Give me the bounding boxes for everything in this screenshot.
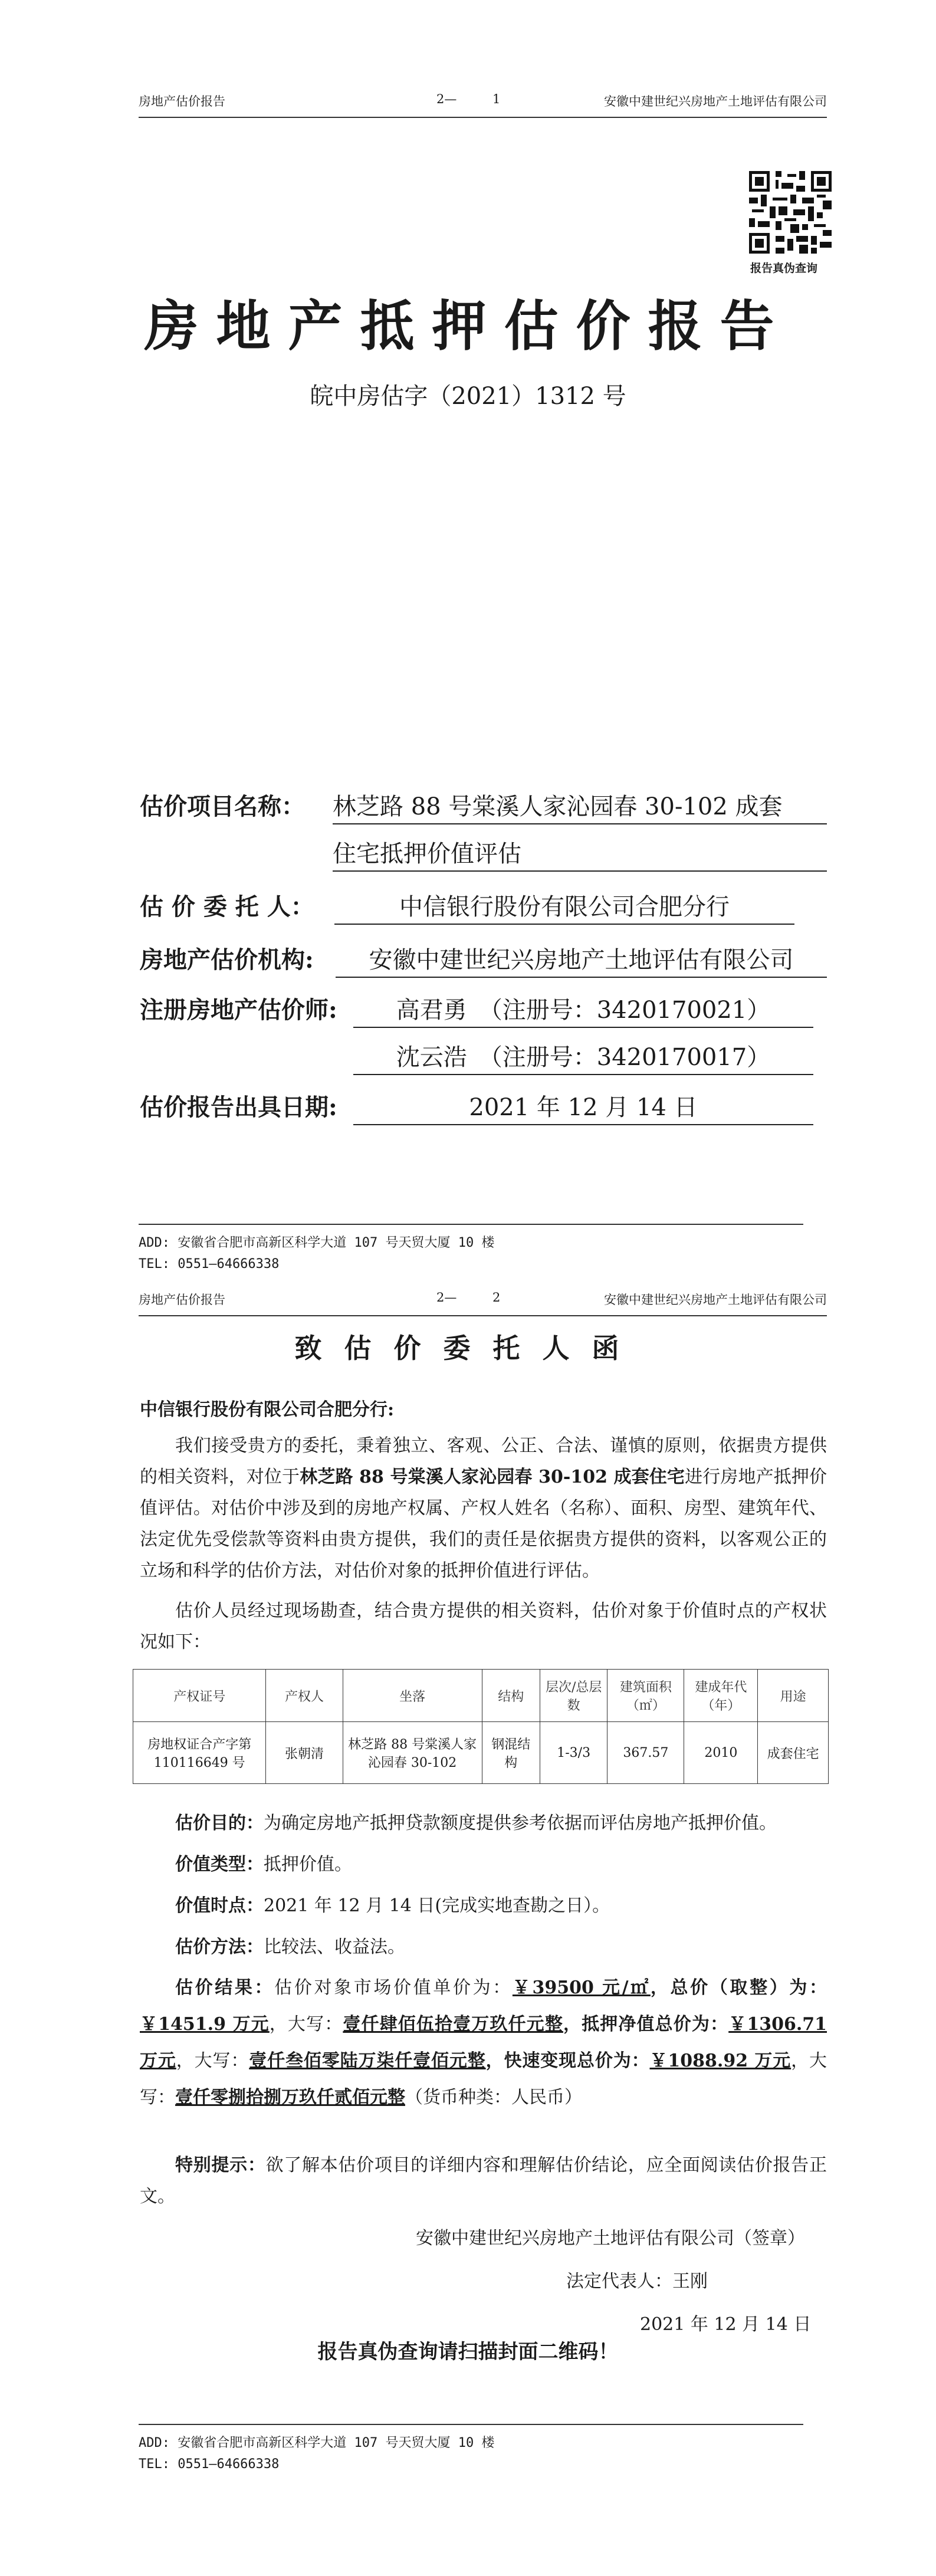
method-value: 比较法、收益法。	[264, 1937, 405, 1957]
letter-title: 致估价委托人函	[294, 1332, 642, 1364]
field-date-value: 2021 年 12 月 14 日	[353, 1091, 813, 1125]
result-text: ，快速变现总价为：	[485, 2051, 650, 2071]
letter-addressee: 中信银行股份有限公司合肥分行:	[140, 1399, 395, 1420]
header-page-number: 2	[492, 1290, 501, 1305]
table-cell: 2010	[684, 1722, 758, 1784]
letter-paragraph-2: 估价人员经过现场勘查，结合贵方提供的相关资料，估价对象于价值时点的产权状况如下：	[140, 1601, 827, 1652]
footer-phone: TEL: 0551—64666338	[139, 1257, 280, 1271]
result-text: 估价对象市场价值单价为：	[274, 1977, 513, 1998]
footer-address: ADD: 安徽省合肥市高新区科学大道 107 号天贸大厦 10 楼	[139, 2436, 495, 2450]
letter-paragraph-1	[140, 1430, 827, 1586]
value-type-label: 价值类型：	[175, 1854, 264, 1875]
letter-page	[0, 1286, 936, 2576]
field-appraiser-label: 注册房地产估价师:	[140, 996, 337, 1024]
result-text: ，抵押净值总价为：	[563, 2014, 729, 2035]
field-project-value: 林芝路 88 号棠溪人家沁园春 30-102 成套	[333, 790, 827, 824]
report-title: 房地产抵押估价报告	[144, 294, 792, 358]
paragraph-1-text-a: 我们接受贵方的委托，秉着独立、客观、公正、合法、谨慎的原则，依据贵方提供的相关资料，对位于	[140, 1435, 827, 1487]
valuation-method	[175, 1931, 827, 1963]
page-header	[139, 87, 827, 118]
qr-code-icon[interactable]	[749, 171, 832, 254]
total-price-chinese: 壹仟肆佰伍拾壹万玖仟元整	[343, 2014, 563, 2035]
table-header: 层次/总层数	[540, 1670, 607, 1722]
currency-note: （货币种类：人民币）	[405, 2087, 582, 2108]
valuation-result	[140, 1970, 827, 2116]
value-time-value: 2021 年 12 月 14 日(完成实地查勘之日）。	[264, 1895, 610, 1916]
special-label: 特别提示：	[175, 2155, 266, 2176]
method-label: 估价方法：	[175, 1937, 264, 1957]
header-page-total: 2—	[436, 1290, 457, 1305]
authenticity-notice: 报告真伪查询请扫描封面二维码！	[317, 2340, 619, 2364]
header-doc-type: 房地产估价报告	[139, 1293, 225, 1307]
header-page-number: 1	[492, 92, 501, 106]
header-company: 安徽中建世纪兴房地产土地评估有限公司	[604, 1293, 827, 1307]
field-agency-label: 房地产估价机构:	[140, 946, 314, 974]
table-header: 产权证号	[133, 1670, 266, 1722]
footer-address: ADD: 安徽省合肥市高新区科学大道 107 号天贸大厦 10 楼	[139, 1236, 495, 1250]
result-text: ，大写：	[176, 2051, 249, 2071]
unit-price: ￥39500 元/㎡	[512, 1977, 651, 1998]
quick-sale-value: ￥1088.92 万元	[649, 2051, 792, 2071]
table-cell: 钢混结构	[482, 1722, 540, 1784]
table-cell: 林芝路 88 号棠溪人家沁园春 30-102	[343, 1722, 482, 1784]
table-cell: 367.57	[607, 1722, 684, 1784]
legal-representative: 法定代表人：王刚	[566, 2271, 708, 2292]
field-project-value-2: 住宅抵押价值评估	[333, 837, 827, 872]
footer-phone: TEL: 0551—64666338	[139, 2457, 280, 2472]
header-doc-type: 房地产估价报告	[139, 94, 225, 109]
table-row	[133, 1722, 829, 1784]
field-client-value: 中信银行股份有限公司合肥分行	[334, 891, 794, 925]
value-time	[175, 1890, 827, 1921]
paragraph-1-text-c: 进行房地产抵押价值评估。对估价中涉及到的房地产权属、产权人姓名（名称）、面积、房型、建筑年代、法定优先受偿款等资料由贵方提供，我们的责任是依据贵方提供的资料，以客观公正的立场和科学的估价方法，对估价对象的抵押价值进行评估。	[140, 1467, 827, 1581]
value-time-label: 价值时点：	[175, 1895, 264, 1916]
field-agency-value: 安徽中建世纪兴房地产土地评估有限公司	[336, 944, 827, 978]
field-date-label: 估价报告出具日期:	[140, 1093, 337, 1121]
header-page-total: 2—	[436, 92, 457, 106]
field-client-label: 估 价 委 托 人：	[140, 893, 314, 921]
table-header-row	[133, 1670, 829, 1722]
header-company: 安徽中建世纪兴房地产土地评估有限公司	[604, 94, 827, 109]
table-cell: 张朝清	[266, 1722, 343, 1784]
purpose-label: 估价目的：	[175, 1813, 264, 1834]
signer-company: 安徽中建世纪兴房地产土地评估有限公司（签章）	[416, 2228, 805, 2249]
footer-divider	[139, 1224, 803, 1225]
table-cell: 成套住宅	[758, 1722, 829, 1784]
field-appraiser-2: 沈云浩 （注册号：3420170017）	[353, 1041, 813, 1075]
field-project-label: 估价项目名称：	[140, 793, 305, 820]
page-header	[139, 1286, 827, 1316]
value-type	[175, 1849, 827, 1880]
property-address-highlight: 林芝路 88 号棠溪人家沁园春 30-102 成套住宅	[300, 1467, 685, 1487]
table-header: 建筑面积（㎡）	[607, 1670, 684, 1722]
valuation-purpose	[175, 1808, 827, 1839]
report-number: 皖中房估字（2021）1312 号	[310, 383, 626, 410]
result-text: ，大写：	[269, 2014, 343, 2035]
result-text: ，总价（取整）为：	[650, 1977, 827, 1998]
footer-divider	[139, 2424, 803, 2425]
net-value: ￥1306.71 万元	[140, 2014, 827, 2071]
special-value: 欲了解本估价项目的详细内容和理解估价结论，应全面阅读估价报告正文。	[140, 2155, 827, 2207]
field-appraiser-1: 高君勇 （注册号：3420170021）	[353, 994, 813, 1028]
table-cell: 1-3/3	[540, 1722, 607, 1784]
net-value-chinese: 壹仟叁佰零陆万柒仟壹佰元整	[249, 2051, 486, 2071]
property-rights-table	[133, 1669, 829, 1784]
value-type-value: 抵押价值。	[264, 1854, 352, 1875]
qr-code-label: 报告真伪查询	[750, 262, 818, 275]
table-header: 结构	[482, 1670, 540, 1722]
result-label: 估价结果：	[175, 1977, 275, 1998]
result-text: ，大写：	[140, 2051, 827, 2108]
table-header: 用途	[758, 1670, 829, 1722]
quick-sale-value-chinese: 壹仟零捌拾捌万玖仟贰佰元整	[175, 2087, 405, 2108]
special-notice	[140, 2150, 827, 2212]
cover-page	[0, 0, 936, 1286]
table-cell: 房地权证合产字第110116649 号	[133, 1722, 266, 1784]
letter-date: 2021 年 12 月 14 日	[640, 2314, 812, 2335]
table-header: 建成年代（年）	[684, 1670, 758, 1722]
table-header: 产权人	[266, 1670, 343, 1722]
purpose-value: 为确定房地产抵押贷款额度提供参考依据而评估房地产抵押价值。	[264, 1813, 777, 1834]
total-price: ￥1451.9 万元	[140, 2014, 270, 2035]
table-header: 坐落	[343, 1670, 482, 1722]
